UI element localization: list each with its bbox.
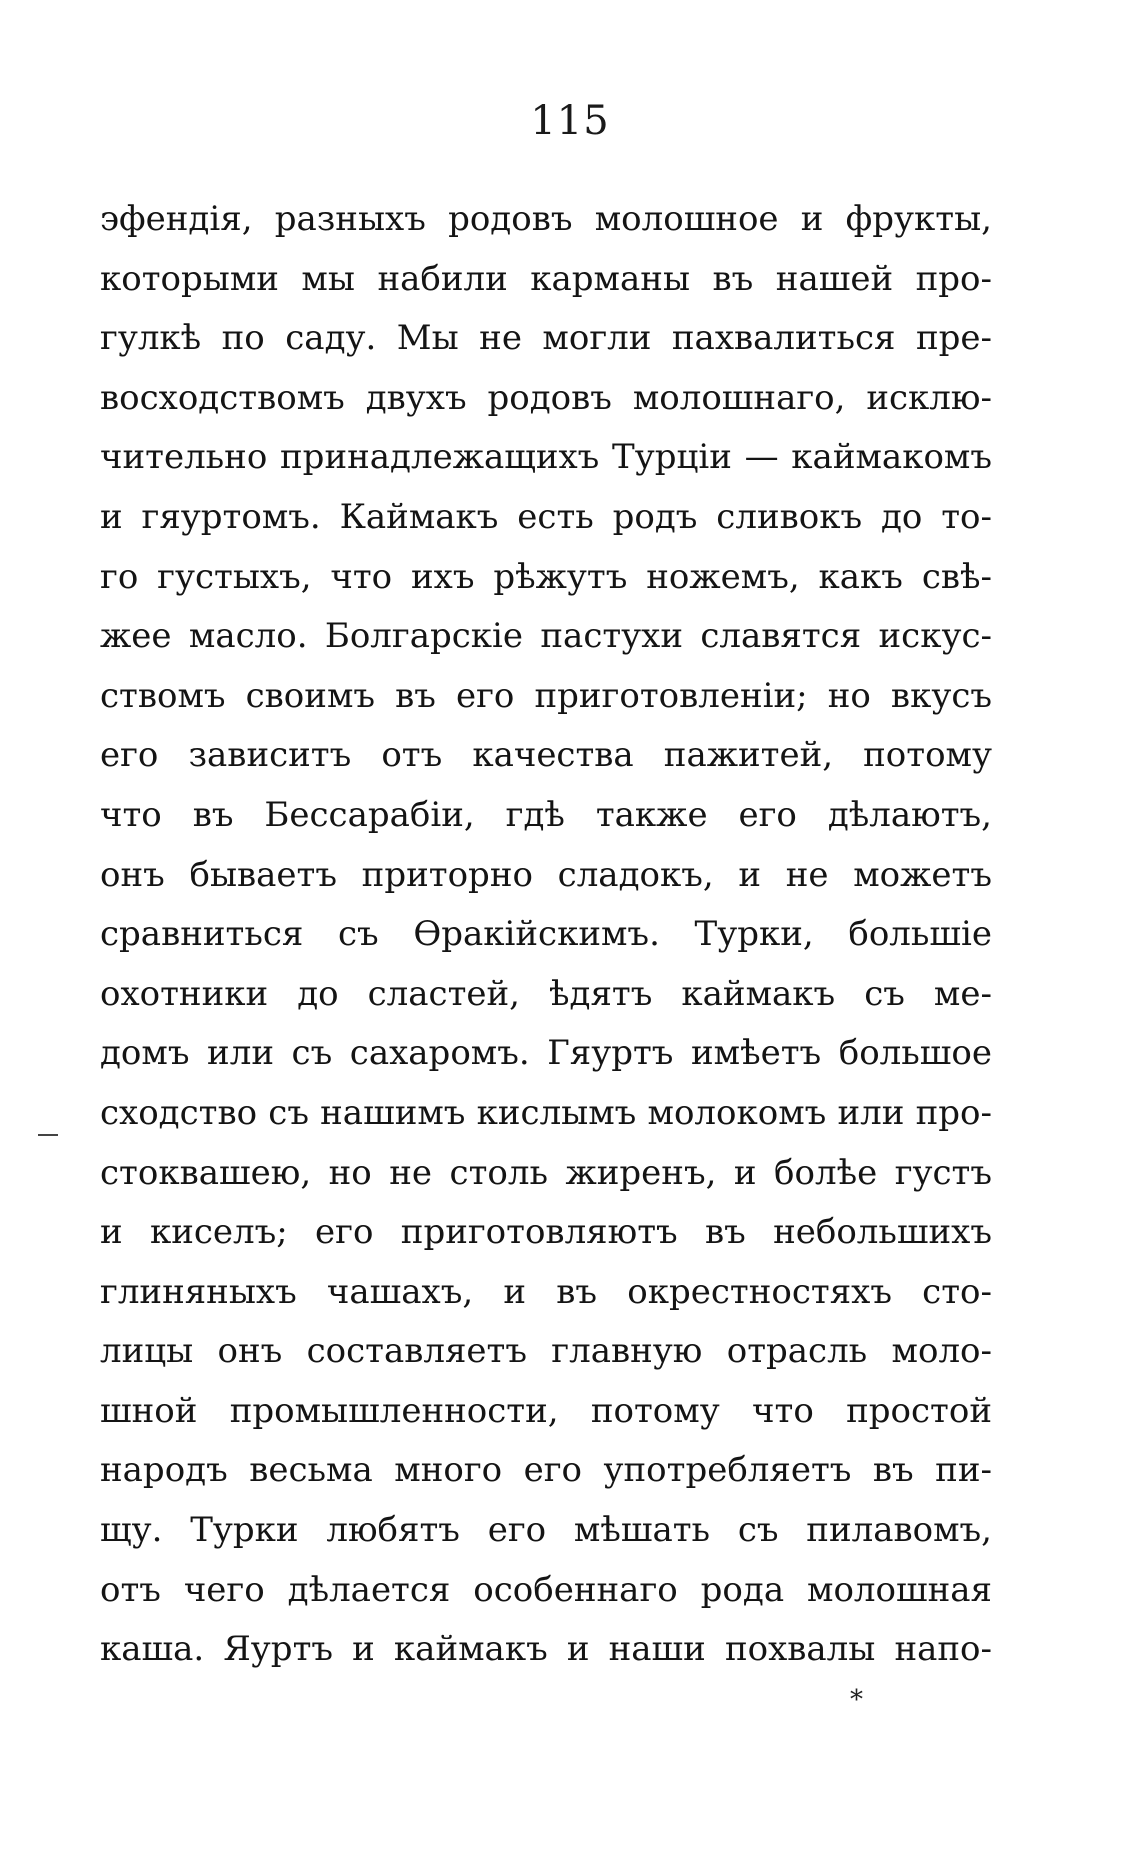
text-line: го густыхъ, что ихъ рѣжутъ ножемъ, какъ свѣ- xyxy=(100,556,992,597)
text-line: стоквашею, но не столь жиренъ, и болѣе густъ xyxy=(100,1152,992,1193)
text-line: восходствомъ двухъ родовъ молошнаго, исклю- xyxy=(100,377,992,418)
text-line: что въ Бессарабіи, гдѣ также его дѣлаютъ, xyxy=(100,794,992,835)
text-line: глиняныхъ чашахъ, и въ окрестностяхъ сто- xyxy=(100,1271,992,1312)
text-line: жее масло. Болгарскіе пастухи славятся искус- xyxy=(100,616,992,657)
text-line: ствомъ своимъ въ его приготовленіи; но вкусъ xyxy=(100,675,992,716)
text-line: домъ или съ сахаромъ. Гяуртъ имѣетъ большое xyxy=(100,1033,992,1074)
text-line: чительно принадлежащихъ Турціи — каймакомъ xyxy=(100,437,992,478)
text-line: гулкѣ по саду. Мы не могли пахвалиться пре- xyxy=(100,318,992,359)
text-line: щу. Турки любятъ его мѣшать съ пилавомъ, xyxy=(100,1510,992,1551)
text-line: эфендія, разныхъ родовъ молошное и фрукты, xyxy=(100,199,992,239)
text-line: онъ бываетъ приторно сладокъ, и не можетъ xyxy=(100,854,992,895)
text-line: лицы онъ составляетъ главную отрасль моло- xyxy=(100,1331,992,1372)
text-line: отъ чего дѣлается особеннаго рода молошная xyxy=(100,1569,992,1610)
body-text xyxy=(100,190,992,1680)
text-line: и киселъ; его приготовляютъ въ небольшихъ xyxy=(100,1212,992,1253)
text-line: шной промышленности, потому что простой xyxy=(100,1390,992,1431)
text-line: сходство съ нашимъ кислымъ молокомъ или про- xyxy=(100,1092,992,1133)
text-line: и гяуртомъ. Каймакъ есть родъ сливокъ до то- xyxy=(100,496,992,537)
text-line: его зависитъ отъ качества пажитей, потому xyxy=(100,735,992,776)
footer-asterisk: * xyxy=(850,1685,863,1715)
page-number: 115 xyxy=(530,98,610,144)
margin-dash xyxy=(38,1134,58,1136)
text-line: народъ весьма много его употребляетъ въ пи- xyxy=(100,1450,992,1491)
text-line: охотники до сластей, ѣдятъ каймакъ съ ме- xyxy=(100,973,992,1014)
text-line: сравниться съ Ѳракійскимъ. Турки, большіе xyxy=(100,914,992,955)
text-line: которыми мы набили карманы въ нашей про- xyxy=(100,258,992,299)
text-line: каша. Яуртъ и каймакъ и наши похвалы напо- xyxy=(100,1629,992,1670)
